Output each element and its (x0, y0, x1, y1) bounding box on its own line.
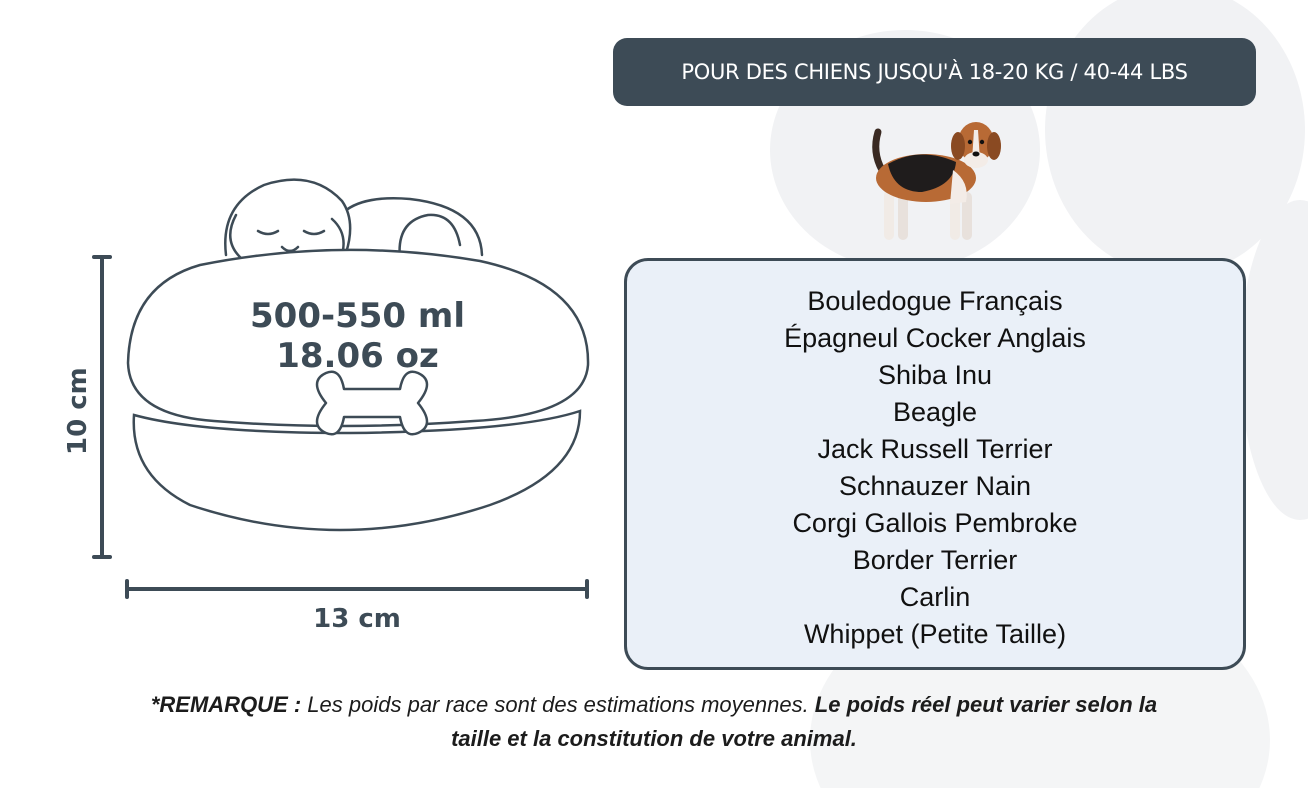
breed-item: Shiba Inu (877, 360, 993, 390)
note-prefix: *REMARQUE : (150, 692, 302, 717)
beagle-illustration (858, 112, 1008, 247)
width-dimension-label: 13 cm (313, 604, 401, 634)
breed-item: Corgi Gallois Pembroke (792, 508, 1078, 538)
breed-item: Bouledogue Français (807, 286, 1063, 316)
weight-range-text: POUR DES CHIENS JUSQU'À 18-20 KG / 40-44 LBS (681, 60, 1188, 84)
breed-item: Beagle (892, 397, 978, 427)
breed-item: Épagneul Cocker Anglais (784, 323, 1086, 353)
breed-list-panel (624, 258, 1246, 670)
height-dimension-label: 10 cm (63, 367, 93, 455)
bowl-base (134, 411, 580, 530)
breed-item: Schnauzer Nain (838, 471, 1032, 501)
breed-item: Border Terrier (852, 545, 1018, 575)
breed-item: Whippet (Petite Taille) (803, 619, 1067, 649)
breed-item: Jack Russell Terrier (817, 434, 1053, 464)
weight-range-banner (613, 38, 1256, 106)
bowl-capacity (200, 296, 515, 376)
capacity-oz: 18.06 oz (276, 336, 439, 376)
note-emphasis: Le poids réel peut varier selon la taille et la constitution de votre animal. (451, 692, 1158, 751)
capacity-ml: 500-550 ml (250, 296, 465, 336)
pet-bowl-illustration (50, 175, 610, 655)
breed-item: Carlin (899, 582, 971, 612)
note-body: Les poids par race sont des estimations moyennes. (301, 692, 815, 717)
disclaimer-note (150, 688, 1158, 756)
